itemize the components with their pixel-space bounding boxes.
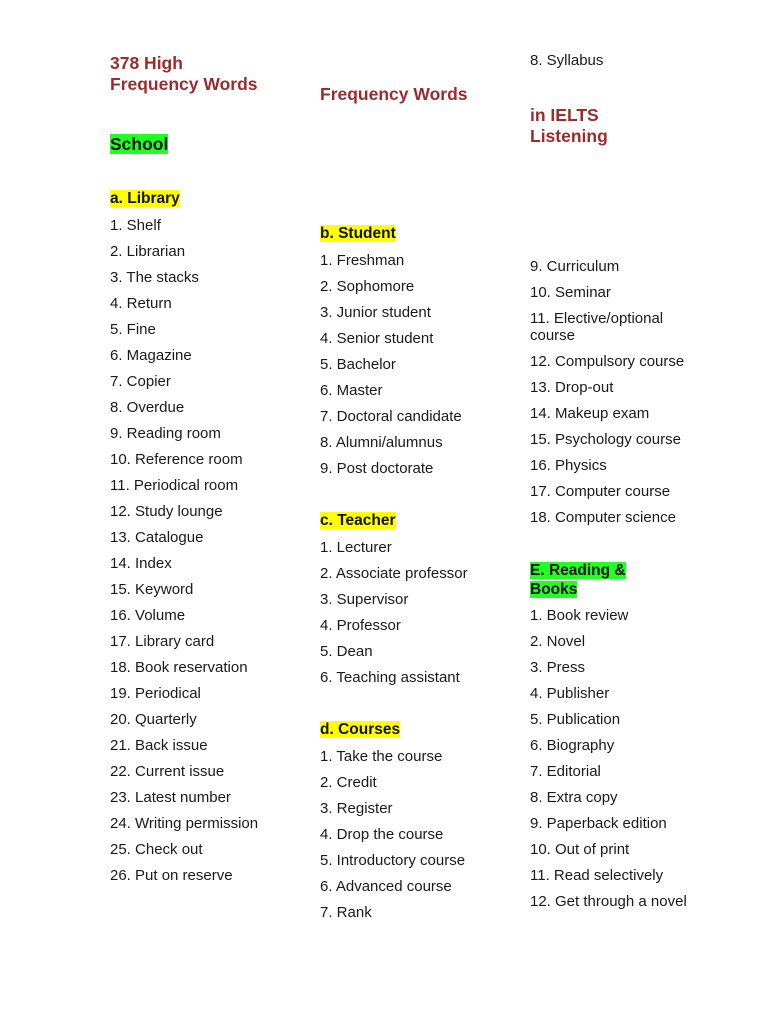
list-item: 7. Copier — [110, 373, 171, 390]
student-heading: b. Student — [320, 225, 396, 242]
list-item: 1. Lecturer — [320, 539, 392, 556]
list-item: 9. Paperback edition — [530, 815, 667, 832]
list-item: 18. Computer science — [530, 509, 676, 526]
col2-title-wrap — [320, 84, 510, 105]
list-item: 4. Professor — [320, 617, 401, 634]
list-item: 11. Elective/optional course — [530, 310, 664, 344]
list-item: 4. Senior student — [320, 330, 434, 347]
list-item: 8. Syllabus — [530, 52, 604, 69]
list-item: 11. Periodical room — [110, 477, 239, 494]
list-item: 5. Fine — [110, 321, 156, 338]
courses-cont-list — [530, 258, 695, 535]
list-item: 25. Check out — [110, 841, 203, 858]
school-heading-wrap — [110, 134, 168, 155]
list-item: 17. Library card — [110, 633, 215, 650]
list-item: 16. Physics — [530, 457, 607, 474]
list-item: 3. Junior student — [320, 304, 431, 321]
list-item: 5. Dean — [320, 643, 373, 660]
list-item: 3. Press — [530, 659, 586, 676]
courses-list — [320, 748, 510, 930]
library-heading: a. Library — [110, 190, 180, 207]
courses-heading-wrap — [320, 720, 400, 739]
column-1 — [110, 0, 285, 1024]
list-item: 2. Sophomore — [320, 278, 415, 295]
list-item: 3. The stacks — [110, 269, 199, 286]
reading-heading-line-1: E. Reading & — [530, 562, 626, 579]
list-item: 2. Associate professor — [320, 565, 468, 582]
list-item: 10. Reference room — [110, 451, 243, 468]
list-item: 10. Seminar — [530, 284, 611, 301]
list-item: 2. Novel — [530, 633, 586, 650]
list-item: 1. Book review — [530, 607, 629, 624]
school-heading: School — [110, 134, 169, 154]
doc-title-line-2: Frequency Words — [110, 74, 258, 94]
library-list — [110, 217, 300, 893]
list-item: 15. Psychology course — [530, 431, 681, 448]
courses-heading: d. Courses — [320, 721, 401, 738]
reading-heading-wrap — [530, 561, 705, 599]
list-item: 6. Advanced course — [320, 878, 452, 895]
list-item: 1. Take the course — [320, 748, 443, 765]
list-item: 4. Publisher — [530, 685, 610, 702]
list-item: 3. Supervisor — [320, 591, 409, 608]
list-item: 10. Out of print — [530, 841, 630, 858]
list-item: 6. Biography — [530, 737, 615, 754]
column-3 — [530, 0, 705, 1024]
list-item: 5. Introductory course — [320, 852, 466, 869]
list-item: 9. Post doctorate — [320, 460, 434, 477]
column-2 — [320, 0, 495, 1024]
teacher-list — [320, 539, 510, 695]
teacher-heading-wrap — [320, 511, 396, 530]
doc-title-line-1: 378 High — [110, 53, 183, 73]
list-item: 24. Writing permission — [110, 815, 259, 832]
list-item: 8. Overdue — [110, 399, 185, 416]
list-item: 1. Shelf — [110, 217, 161, 234]
list-item: 13. Catalogue — [110, 529, 204, 546]
list-item: 5. Publication — [530, 711, 621, 728]
list-item: 9. Curriculum — [530, 258, 620, 275]
list-item: 3. Register — [320, 800, 393, 817]
list-item: 12. Get through a novel — [530, 893, 687, 910]
list-item: 20. Quarterly — [110, 711, 197, 728]
list-item: 8. Alumni/alumnus — [320, 434, 443, 451]
library-heading-wrap — [110, 189, 180, 208]
list-item: 12. Compulsory course — [530, 353, 685, 370]
list-item: 6. Master — [320, 382, 383, 399]
list-item: 6. Magazine — [110, 347, 192, 364]
student-list — [320, 252, 510, 486]
list-item: 16. Volume — [110, 607, 186, 624]
teacher-heading: c. Teacher — [320, 512, 396, 529]
list-item: 7. Doctoral candidate — [320, 408, 462, 425]
student-heading-wrap — [320, 224, 396, 243]
list-item: 19. Periodical — [110, 685, 201, 702]
list-item: 4. Drop the course — [320, 826, 444, 843]
list-item: 13. Drop-out — [530, 379, 614, 396]
list-item: 5. Bachelor — [320, 356, 396, 373]
list-item: 6. Teaching assistant — [320, 669, 460, 686]
list-item: 2. Librarian — [110, 243, 186, 260]
list-item: 1. Freshman — [320, 252, 405, 269]
doc-title — [110, 53, 300, 95]
list-item: 8. Extra copy — [530, 789, 618, 806]
list-item: 7. Editorial — [530, 763, 601, 780]
list-item: 11. Read selectively — [530, 867, 664, 884]
list-item: 2. Credit — [320, 774, 377, 791]
list-item: 4. Return — [110, 295, 172, 312]
list-item: 7. Rank — [320, 904, 372, 921]
list-item: 18. Book reservation — [110, 659, 248, 676]
col3-title-line-2: Listening — [530, 126, 608, 146]
reading-heading-line-2: Books — [530, 581, 578, 598]
list-item: 22. Current issue — [110, 763, 225, 780]
list-item: 14. Index — [110, 555, 172, 572]
col3-title-line-1: in IELTS — [530, 105, 599, 125]
reading-list — [530, 607, 695, 919]
list-item: 23. Latest number — [110, 789, 231, 806]
list-item: 14. Makeup exam — [530, 405, 650, 422]
col2-title: Frequency Words — [320, 84, 468, 104]
courses-top-list — [530, 52, 705, 78]
list-item: 21. Back issue — [110, 737, 208, 754]
col3-title — [530, 105, 705, 147]
list-item: 15. Keyword — [110, 581, 194, 598]
list-item: 9. Reading room — [110, 425, 221, 442]
list-item: 17. Computer course — [530, 483, 671, 500]
list-item: 12. Study lounge — [110, 503, 223, 520]
list-item: 26. Put on reserve — [110, 867, 233, 884]
